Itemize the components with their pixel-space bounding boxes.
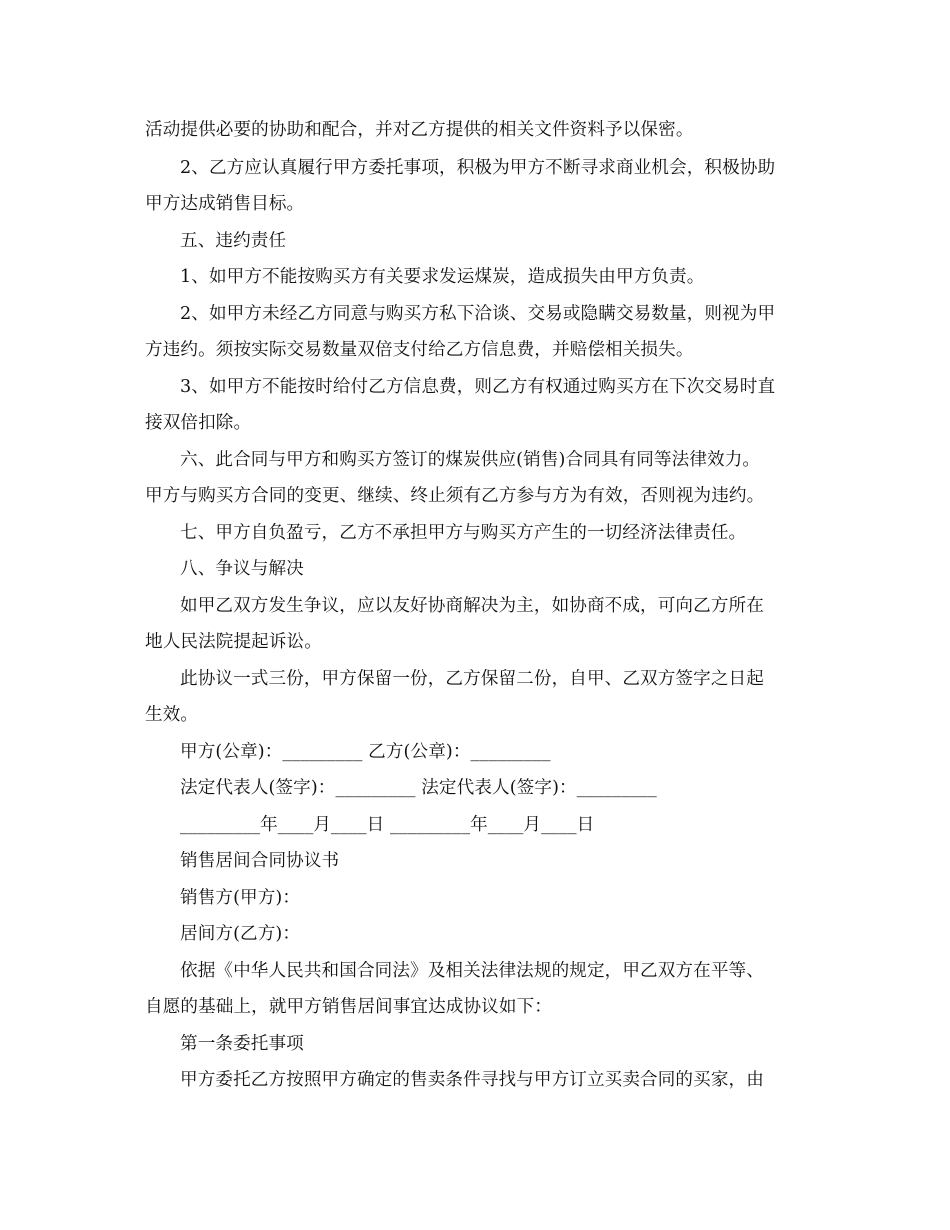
section-heading: 第一条委托事项	[180, 1034, 304, 1054]
paragraph-line: 甲方委托乙方按照甲方确定的售卖条件寻找与甲方订立买卖合同的买家，由	[180, 1070, 764, 1090]
paragraph-line: 生效。	[145, 705, 199, 725]
paragraph-line: 依据《中华人民共和国合同法》及相关法律法规的规定，甲乙双方在平等、	[180, 961, 764, 981]
paragraph-line: 3、如甲方不能按时给付乙方信息费，则乙方有权通过购买方在下次交易时直	[180, 377, 776, 397]
paragraph-line: 地人民法院提起诉讼。	[145, 632, 322, 652]
document-title: 销售居间合同协议书	[180, 851, 340, 871]
paragraph-line: 七、甲方自负盈亏，乙方不承担甲方与购买方产生的一切经济法律责任。	[180, 523, 747, 543]
party-line: 居间方(乙方)：	[180, 924, 301, 944]
party-line: 销售方(甲方)：	[180, 888, 301, 908]
paragraph-line: 甲方与购买方合同的变更、继续、终止须有乙方参与方为有效，否则视为违约。	[145, 486, 765, 506]
section-heading: 八、争议与解决	[180, 559, 304, 579]
paragraph-line: 六、此合同与甲方和购买方签订的煤炭供应(销售)合同具有同等法律效力。	[180, 450, 761, 470]
paragraph-line: 活动提供必要的协助和配合，并对乙方提供的相关文件资料予以保密。	[145, 120, 694, 140]
paragraph-line: 方违约。须按实际交易数量双倍支付给乙方信息费，并赔偿相关损失。	[145, 340, 694, 360]
paragraph-line: 甲方达成销售目标。	[145, 194, 305, 214]
signature-line: 法定代表人(签字)：_________ 法定代表人(签字)：_________	[180, 778, 657, 798]
paragraph-line: 自愿的基础上，就甲方销售居间事宜达成协议如下：	[145, 997, 552, 1017]
paragraph-line: 接双倍扣除。	[145, 413, 252, 433]
date-line: _________年____月____日 _________年____月____日	[180, 815, 595, 835]
paragraph-line: 2、如甲方未经乙方同意与购买方私下洽谈、交易或隐瞒交易数量，则视为甲	[180, 304, 776, 324]
paragraph-line: 1、如甲方不能按购买方有关要求发运煤炭，造成损失由甲方负责。	[180, 267, 705, 287]
paragraph-line: 2、乙方应认真履行甲方委托事项，积极为甲方不断寻求商业机会，积极协助	[180, 158, 776, 178]
paragraph-line: 此协议一式三份，甲方保留一份，乙方保留二份，自甲、乙双方签字之日起	[180, 669, 764, 689]
signature-line: 甲方(公章)：_________ 乙方(公章)：_________	[180, 742, 551, 762]
paragraph-line: 如甲乙双方发生争议，应以友好协商解决为主，如协商不成，可向乙方所在	[180, 596, 764, 616]
section-heading: 五、违约责任	[180, 231, 287, 251]
